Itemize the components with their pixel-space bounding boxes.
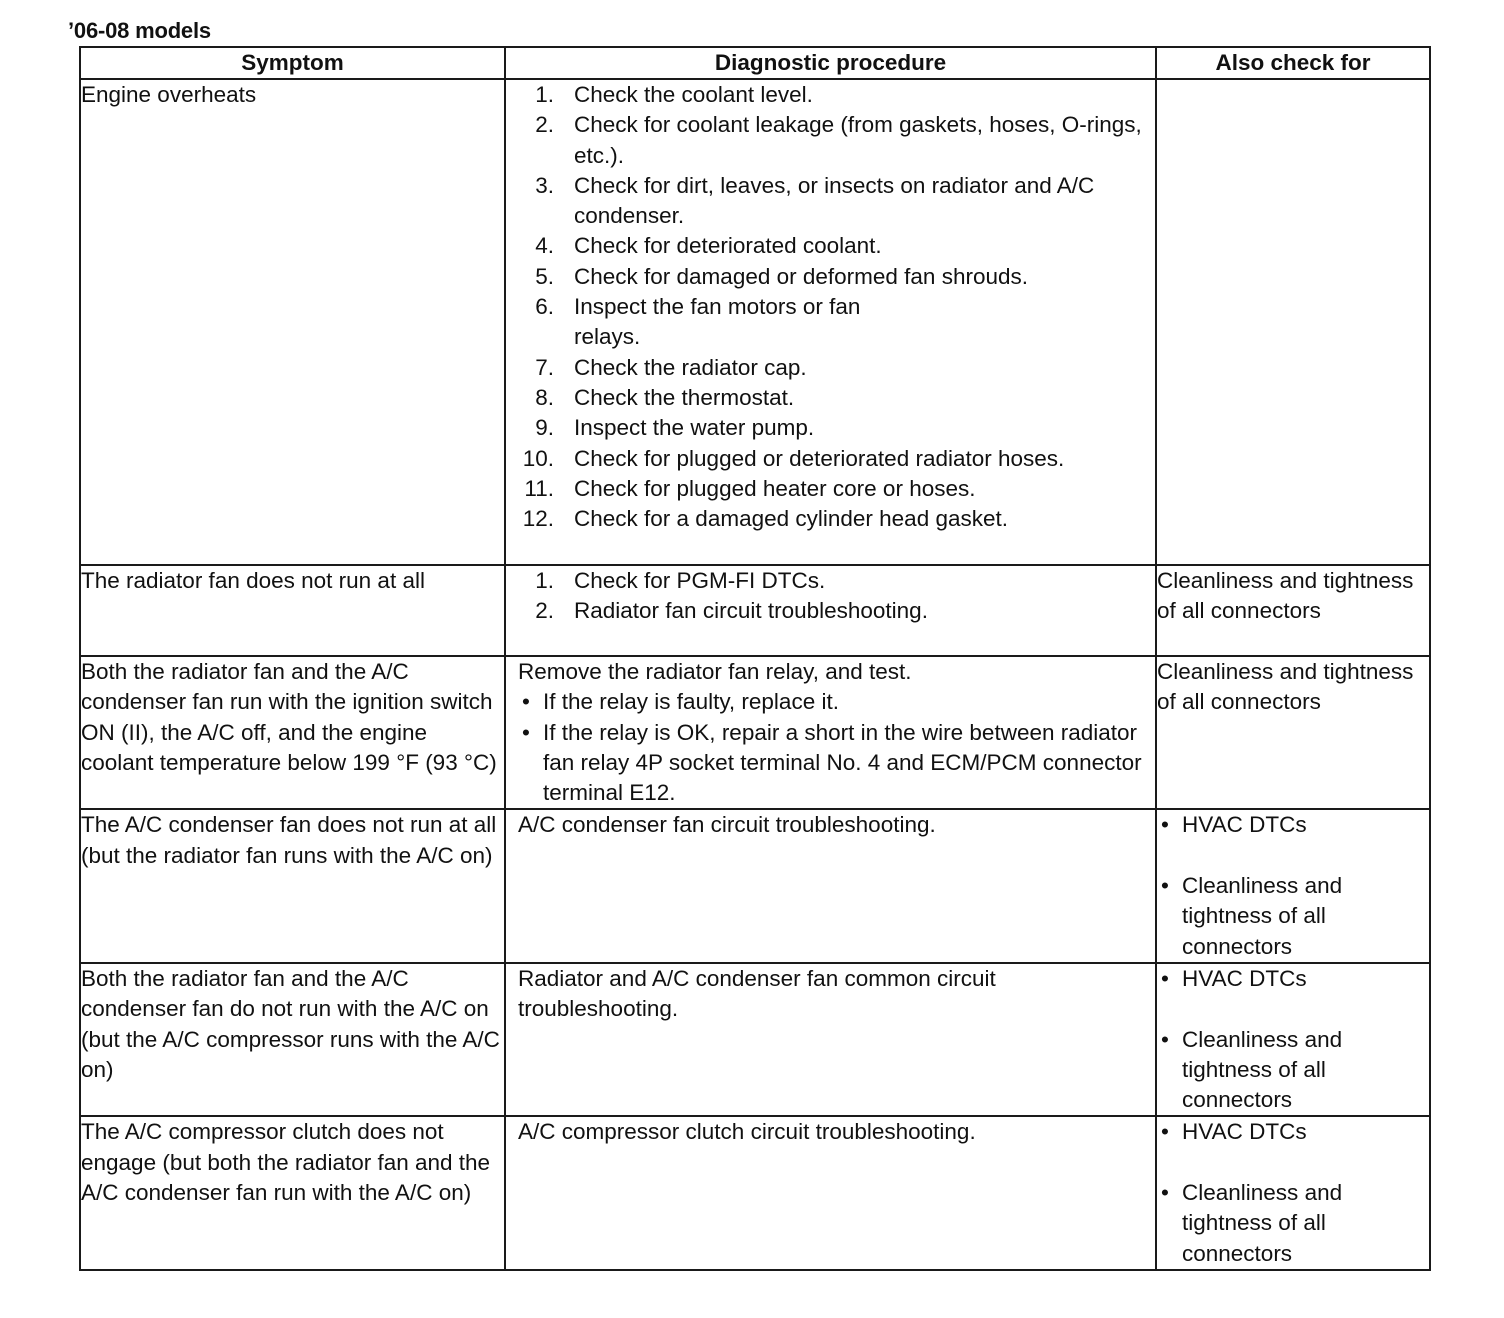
bullet-glyph: •: [1161, 1119, 1169, 1145]
bullet-glyph: •: [1161, 1026, 1169, 1052]
also-check-cell: Cleanliness and tightness of all connectors: [1156, 565, 1430, 656]
bullet-glyph: •: [1161, 965, 1169, 991]
procedure-step: [506, 566, 1155, 596]
also-check-cell: [1156, 809, 1430, 962]
also-check-text: HVAC DTCs: [1182, 1119, 1307, 1145]
step-number: 7.: [535, 354, 554, 380]
step-number: 8.: [535, 384, 554, 410]
also-check-text: Cleanliness and tightness of all connectors: [1182, 1180, 1343, 1266]
bullet-glyph: •: [1161, 1180, 1169, 1206]
also-check-item: [1157, 1178, 1429, 1269]
step-text: Check for dirt, leaves, or insects on radiator and A/C condenser.: [574, 172, 1095, 229]
also-check-item: [1157, 810, 1429, 840]
also-check-item: [1157, 964, 1429, 994]
procedure-cell: [505, 79, 1156, 565]
procedure-bullet: [518, 687, 1155, 717]
table-row: [80, 1116, 1430, 1269]
table-row: [80, 565, 1430, 656]
procedure-step: [506, 292, 1155, 353]
step-text: Check the coolant level.: [574, 82, 813, 107]
also-check-text: HVAC DTCs: [1182, 812, 1307, 838]
step-text: Check for PGM-FI DTCs.: [574, 568, 826, 593]
procedure-step: [506, 383, 1155, 413]
also-check-item: [1157, 871, 1429, 962]
table-row: [80, 963, 1430, 1116]
procedure-step: [506, 262, 1155, 292]
table-row: [80, 79, 1430, 565]
symptom-cell: Engine overheats: [80, 79, 505, 565]
table-row: [80, 809, 1430, 962]
also-check-text: HVAC DTCs: [1182, 965, 1307, 991]
step-text: Check for coolant leakage (from gaskets, hoses, O-rings, etc.).: [574, 112, 1142, 168]
also-check-item: [1157, 1117, 1429, 1147]
also-check-cell: [1156, 79, 1430, 565]
procedure-bullet: [518, 718, 1155, 809]
step-number: 3.: [535, 172, 554, 198]
procedure-step: [506, 444, 1155, 474]
bullet-text: If the relay is OK, repair a short in the wire between radiator fan relay 4P socket terminal No. 4 and ECM/PCM connector terminal E12.: [543, 719, 1142, 806]
step-number: 12.: [522, 506, 554, 532]
step-text: Check for plugged or deteriorated radiator hoses.: [574, 445, 1065, 471]
bullet-glyph: •: [1161, 812, 1169, 838]
symptom-cell: Both the radiator fan and the A/C condenser fan do not run with the A/C on (but the A/C compressor runs with the A/C on): [80, 963, 505, 1116]
step-number: 9.: [535, 415, 554, 441]
symptom-cell: Both the radiator fan and the A/C condenser fan run with the ignition switch ON (II), the A/C off, and the engine coolant temperature below 199 °F (93 °C): [80, 656, 505, 809]
procedure-steps: [506, 566, 1155, 627]
step-number: 2.: [535, 112, 554, 138]
procedure-cell: A/C condenser fan circuit troubleshooting.: [505, 809, 1156, 962]
also-check-list: [1157, 810, 1429, 961]
step-number: 2.: [535, 598, 554, 624]
step-number: 10.: [522, 445, 554, 471]
step-number: 11.: [524, 475, 554, 501]
also-check-cell: [1156, 1116, 1430, 1269]
step-text: Check the thermostat.: [574, 384, 795, 410]
table-row: [80, 656, 1430, 809]
also-check-text: Cleanliness and tightness of all connectors: [1182, 1026, 1343, 1113]
header-also-check-for: Also check for: [1156, 47, 1430, 79]
also-check-text: Cleanliness and tightness of all connectors: [1182, 873, 1343, 959]
procedure-cell: [505, 656, 1156, 809]
step-number: 1.: [535, 82, 554, 107]
step-number: 5.: [535, 263, 554, 289]
step-text: Check for a damaged cylinder head gasket.: [574, 506, 1009, 532]
bullet-text: If the relay is faulty, replace it.: [543, 689, 839, 715]
header-symptom: Symptom: [80, 47, 505, 79]
procedure-bullets: [518, 687, 1155, 808]
also-check-list: [1157, 964, 1429, 1115]
also-check-list: [1157, 1117, 1429, 1268]
also-check-cell: [1156, 963, 1430, 1116]
step-text: Inspect the fan motors or fan relays.: [574, 294, 861, 350]
procedure-step: [506, 171, 1155, 232]
step-text: Check for deteriorated coolant.: [574, 233, 882, 259]
diagnostic-table: [79, 46, 1431, 1271]
procedure-step: [506, 353, 1155, 383]
symptom-cell: The A/C compressor clutch does not engage (but both the radiator fan and the A/C condenser fan run with the A/C on): [80, 1116, 505, 1269]
also-check-item: [1157, 1025, 1429, 1116]
step-text: Check the radiator cap.: [574, 354, 807, 380]
step-text: Check for plugged heater core or hoses.: [574, 475, 976, 501]
symptom-cell: The radiator fan does not run at all: [80, 565, 505, 656]
step-text: Radiator fan circuit troubleshooting.: [574, 598, 928, 624]
procedure-cell: [505, 565, 1156, 656]
procedure-step: [506, 504, 1155, 534]
step-number: 1.: [535, 568, 554, 593]
bullet-glyph: •: [522, 719, 530, 745]
procedure-step: [506, 231, 1155, 261]
table-header-row: [80, 47, 1430, 79]
procedure-step: [506, 110, 1155, 171]
procedure-step: [506, 413, 1155, 443]
header-diagnostic-procedure: Diagnostic procedure: [505, 47, 1156, 79]
bullet-glyph: •: [1161, 873, 1169, 899]
step-number: 4.: [535, 233, 554, 259]
bullet-glyph: •: [522, 689, 530, 715]
procedure-step: [506, 474, 1155, 504]
procedure-steps: [506, 80, 1155, 534]
step-text: Check for damaged or deformed fan shrouds.: [574, 263, 1028, 289]
procedure-intro: Remove the radiator fan relay, and test.: [518, 659, 912, 684]
symptom-cell: The A/C condenser fan does not run at all (but the radiator fan runs with the A/C on): [80, 809, 505, 962]
step-text: Inspect the water pump.: [574, 415, 815, 441]
procedure-cell: Radiator and A/C condenser fan common circuit troubleshooting.: [505, 963, 1156, 1116]
procedure-step: [506, 596, 1155, 626]
also-check-cell: Cleanliness and tightness of all connectors: [1156, 656, 1430, 809]
procedure-step: [506, 80, 1155, 110]
section-title: ’06-08 models: [68, 18, 211, 43]
step-number: 6.: [535, 294, 554, 320]
procedure-cell: A/C compressor clutch circuit troubleshooting.: [505, 1116, 1156, 1269]
